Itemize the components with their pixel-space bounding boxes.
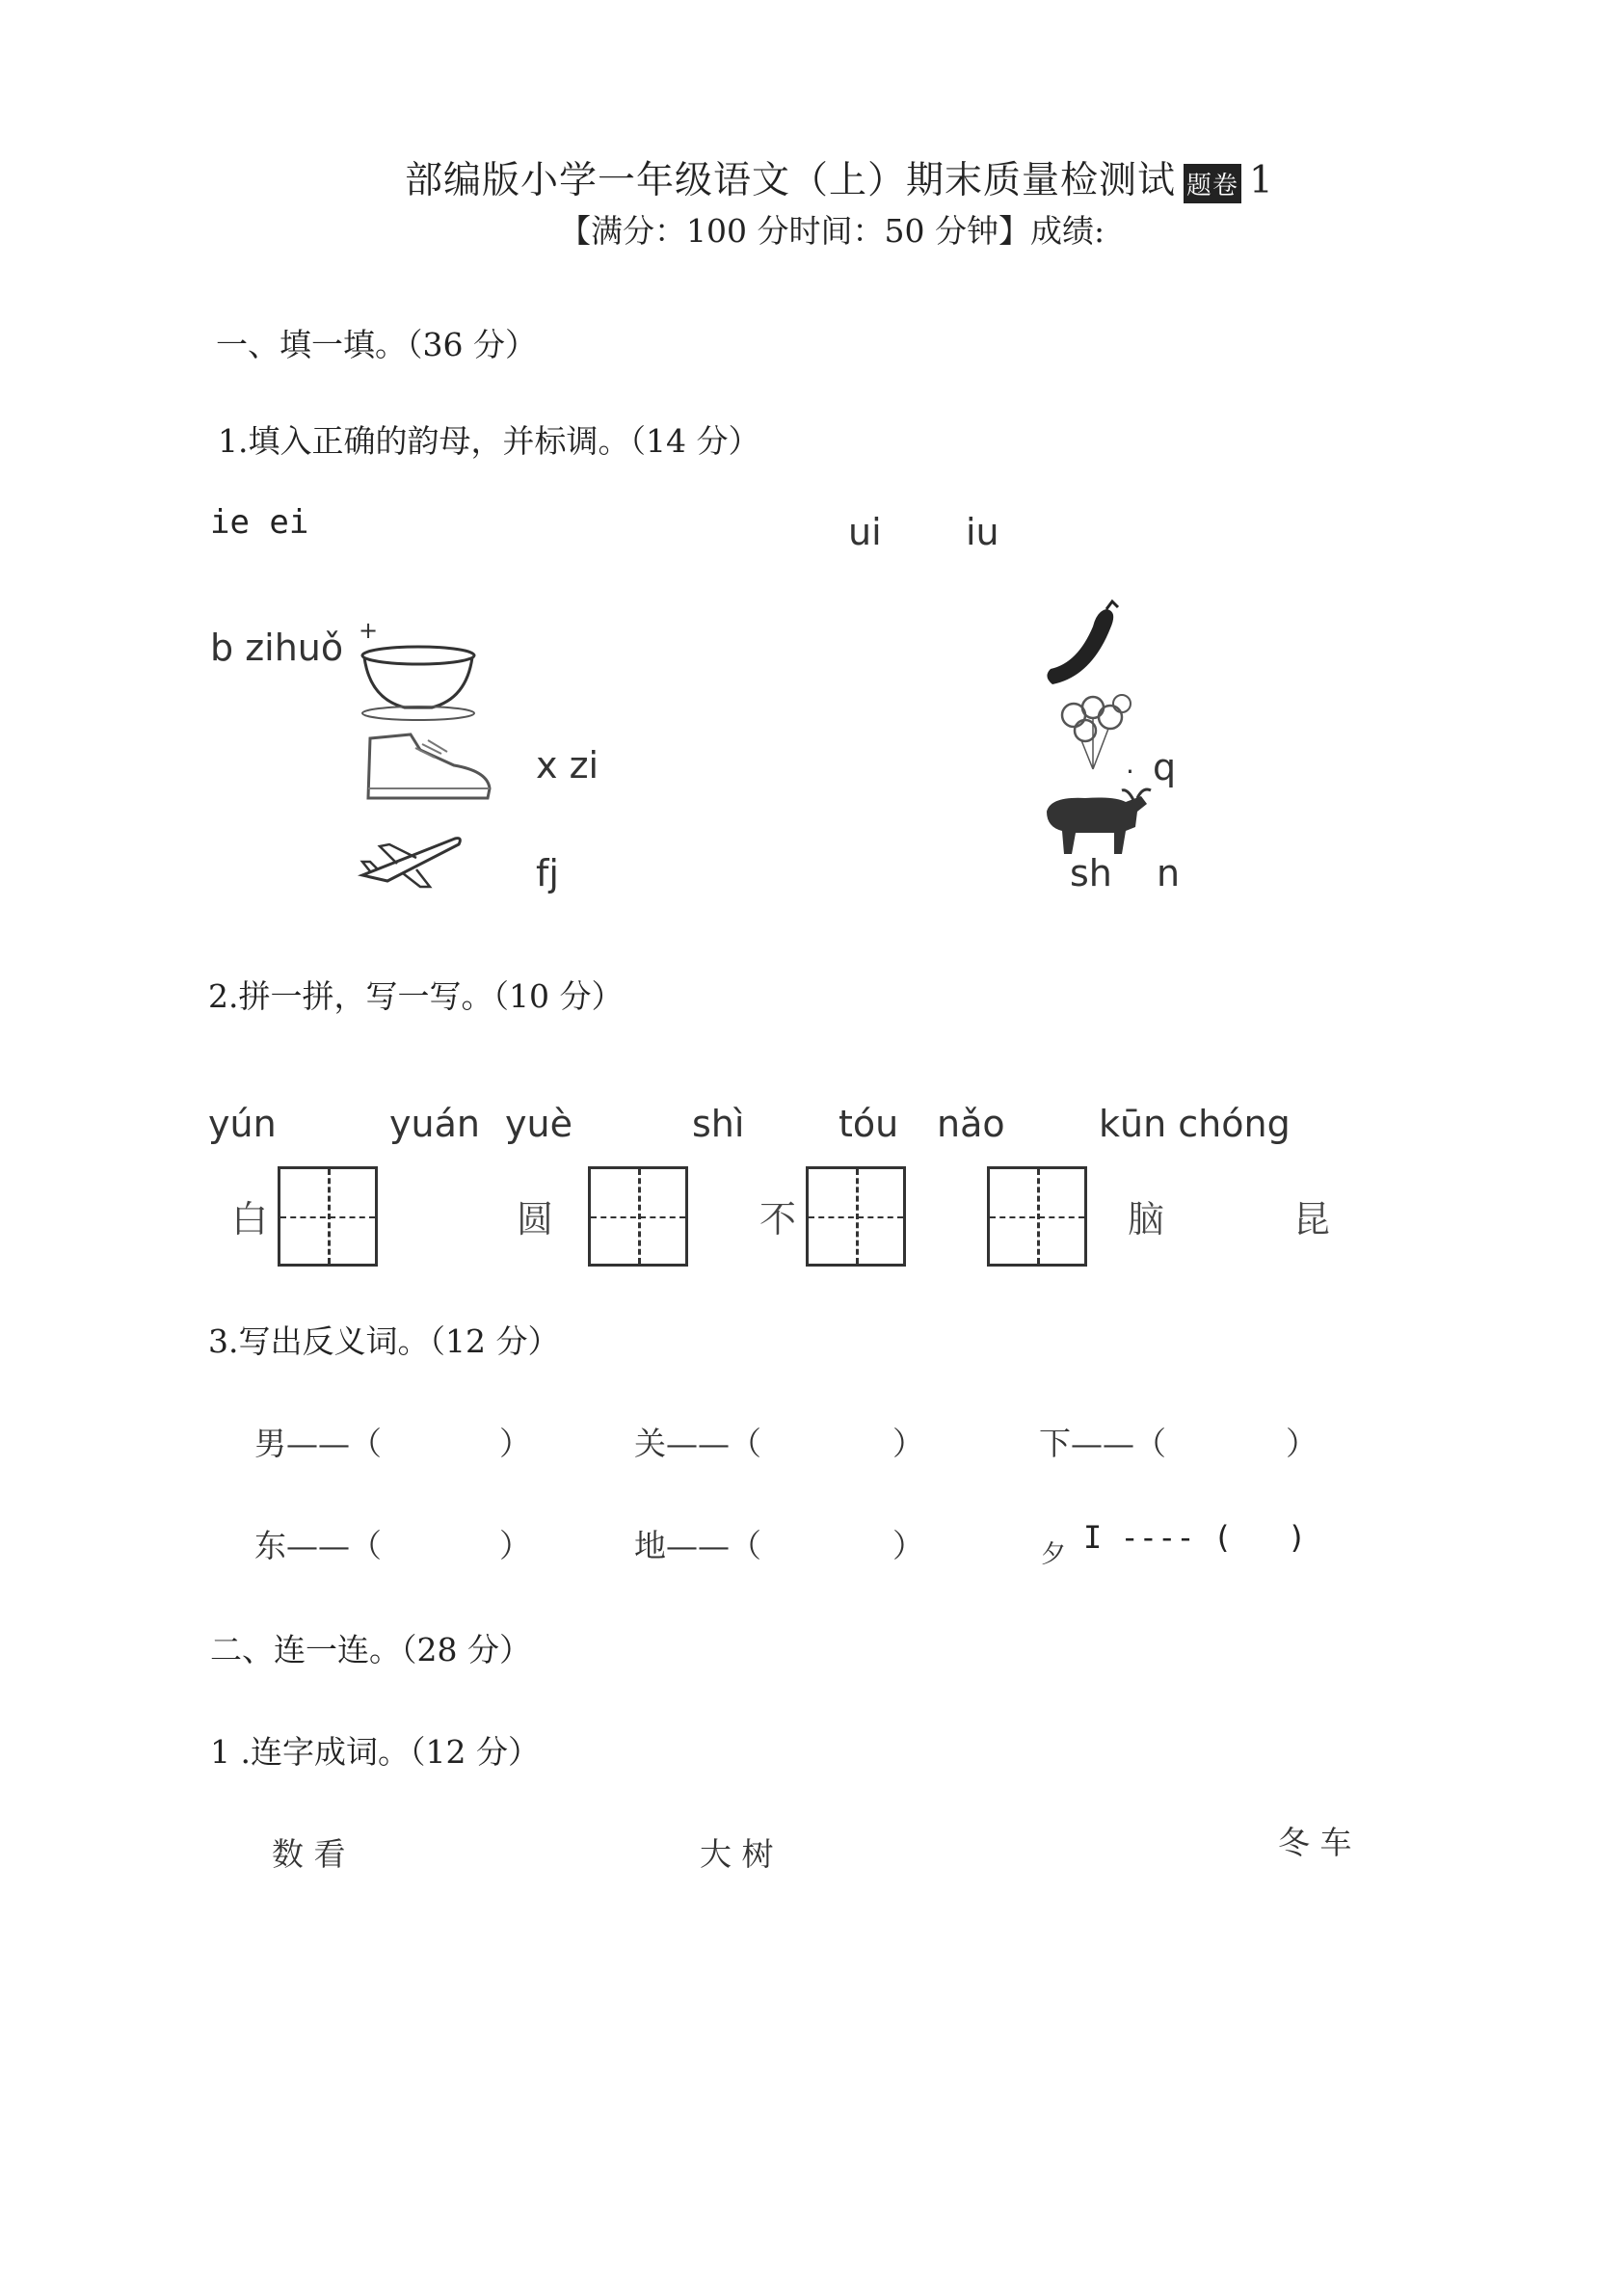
q1-option-iu: iu: [966, 511, 999, 553]
section2-heading: 二、连一连。（28 分）: [210, 1631, 531, 1668]
q2-char-kun: 昆: [1293, 1198, 1331, 1241]
word-group-3: 冬 车: [1278, 1824, 1352, 1861]
q2-label: 2.拼一拼，写一写。（10 分）: [208, 977, 624, 1015]
item-cup-pinyin: b zihuǒ: [210, 627, 344, 669]
q1-options-left: ie ei: [210, 503, 309, 542]
writing-grid-4[interactable]: [987, 1166, 1087, 1267]
title-number: 1: [1249, 159, 1274, 202]
cup-icon: [359, 646, 479, 723]
section1-heading: 一、填一填。（36 分）: [216, 326, 537, 363]
word-group-2: 大 树: [700, 1835, 774, 1873]
writing-grid-1[interactable]: [278, 1166, 378, 1267]
q2-pinyin-kunchong: kūn chóng: [1099, 1103, 1291, 1145]
q2-pinyin-tou: tóu: [839, 1103, 899, 1145]
antonym-3-prompt: 下——（: [1039, 1425, 1166, 1462]
q2-pinyin-nao: nǎo: [937, 1103, 1005, 1145]
word-group-1: 数 看: [272, 1835, 346, 1873]
antonym-6-close: ): [1288, 1519, 1307, 1556]
title-text: 部编版小学一年级语文（上）期末质量检测试: [405, 159, 1177, 202]
antonym-2-prompt: 关——（: [634, 1425, 761, 1462]
cow-icon: [1037, 783, 1153, 860]
item-cow-pinyin-1: sh: [1070, 852, 1112, 894]
antonym-5-prompt: 地——（: [634, 1527, 761, 1564]
item-cup-mark: +: [359, 617, 379, 644]
antonym-4-prompt: 东——（: [254, 1527, 382, 1564]
q2-pinyin-shi: shì: [692, 1103, 745, 1145]
q2-char-bai: 白: [231, 1198, 269, 1241]
q2-char-bu: 不: [759, 1198, 797, 1241]
q2-char-yuan: 圆: [517, 1198, 554, 1241]
writing-grid-2[interactable]: [588, 1166, 688, 1267]
title-stamp: 题卷: [1184, 164, 1241, 203]
antonym-5-close: ）: [892, 1527, 924, 1564]
antonym-1-prompt: 男——（: [254, 1425, 382, 1462]
sausage-icon: [1043, 600, 1139, 696]
exam-info: 【满分：100 分时间：50 分钟】成绩:: [559, 212, 1105, 250]
shoe-icon: [362, 729, 497, 806]
antonym-6-char: 夕: [1041, 1540, 1067, 1569]
q2-pinyin-yun: yún: [208, 1103, 277, 1145]
antonym-4-close: ）: [499, 1527, 531, 1564]
item-cow-pinyin-2: n: [1157, 852, 1181, 894]
item-plane-pinyin: fj: [536, 852, 559, 894]
s2-q1-label: 1 .连字成词。（12 分）: [210, 1733, 540, 1771]
item-balloon-mark: ·: [1126, 756, 1134, 787]
plane-icon: [359, 827, 465, 894]
antonym-2-close: ）: [892, 1425, 924, 1462]
q2-pinyin-yuan: yuán: [389, 1103, 480, 1145]
item-shoe-pinyin: x zi: [536, 744, 599, 787]
antonym-1-close: ）: [499, 1425, 531, 1462]
q2-pinyin-yue: yuè: [505, 1103, 572, 1145]
item-balloon-pinyin: q: [1153, 746, 1177, 788]
antonym-3-close: ）: [1286, 1425, 1318, 1462]
q2-char-nao: 脑: [1128, 1198, 1165, 1241]
q1-option-ui: ui: [848, 511, 882, 553]
writing-grid-3[interactable]: [806, 1166, 906, 1267]
q3-label: 3.写出反义词。（12 分）: [208, 1322, 560, 1360]
q1-label: 1.填入正确的韵母，并标调。（14 分）: [218, 422, 760, 460]
antonym-6-prompt: I ---- (: [1083, 1519, 1233, 1556]
page-title: [405, 150, 1274, 204]
